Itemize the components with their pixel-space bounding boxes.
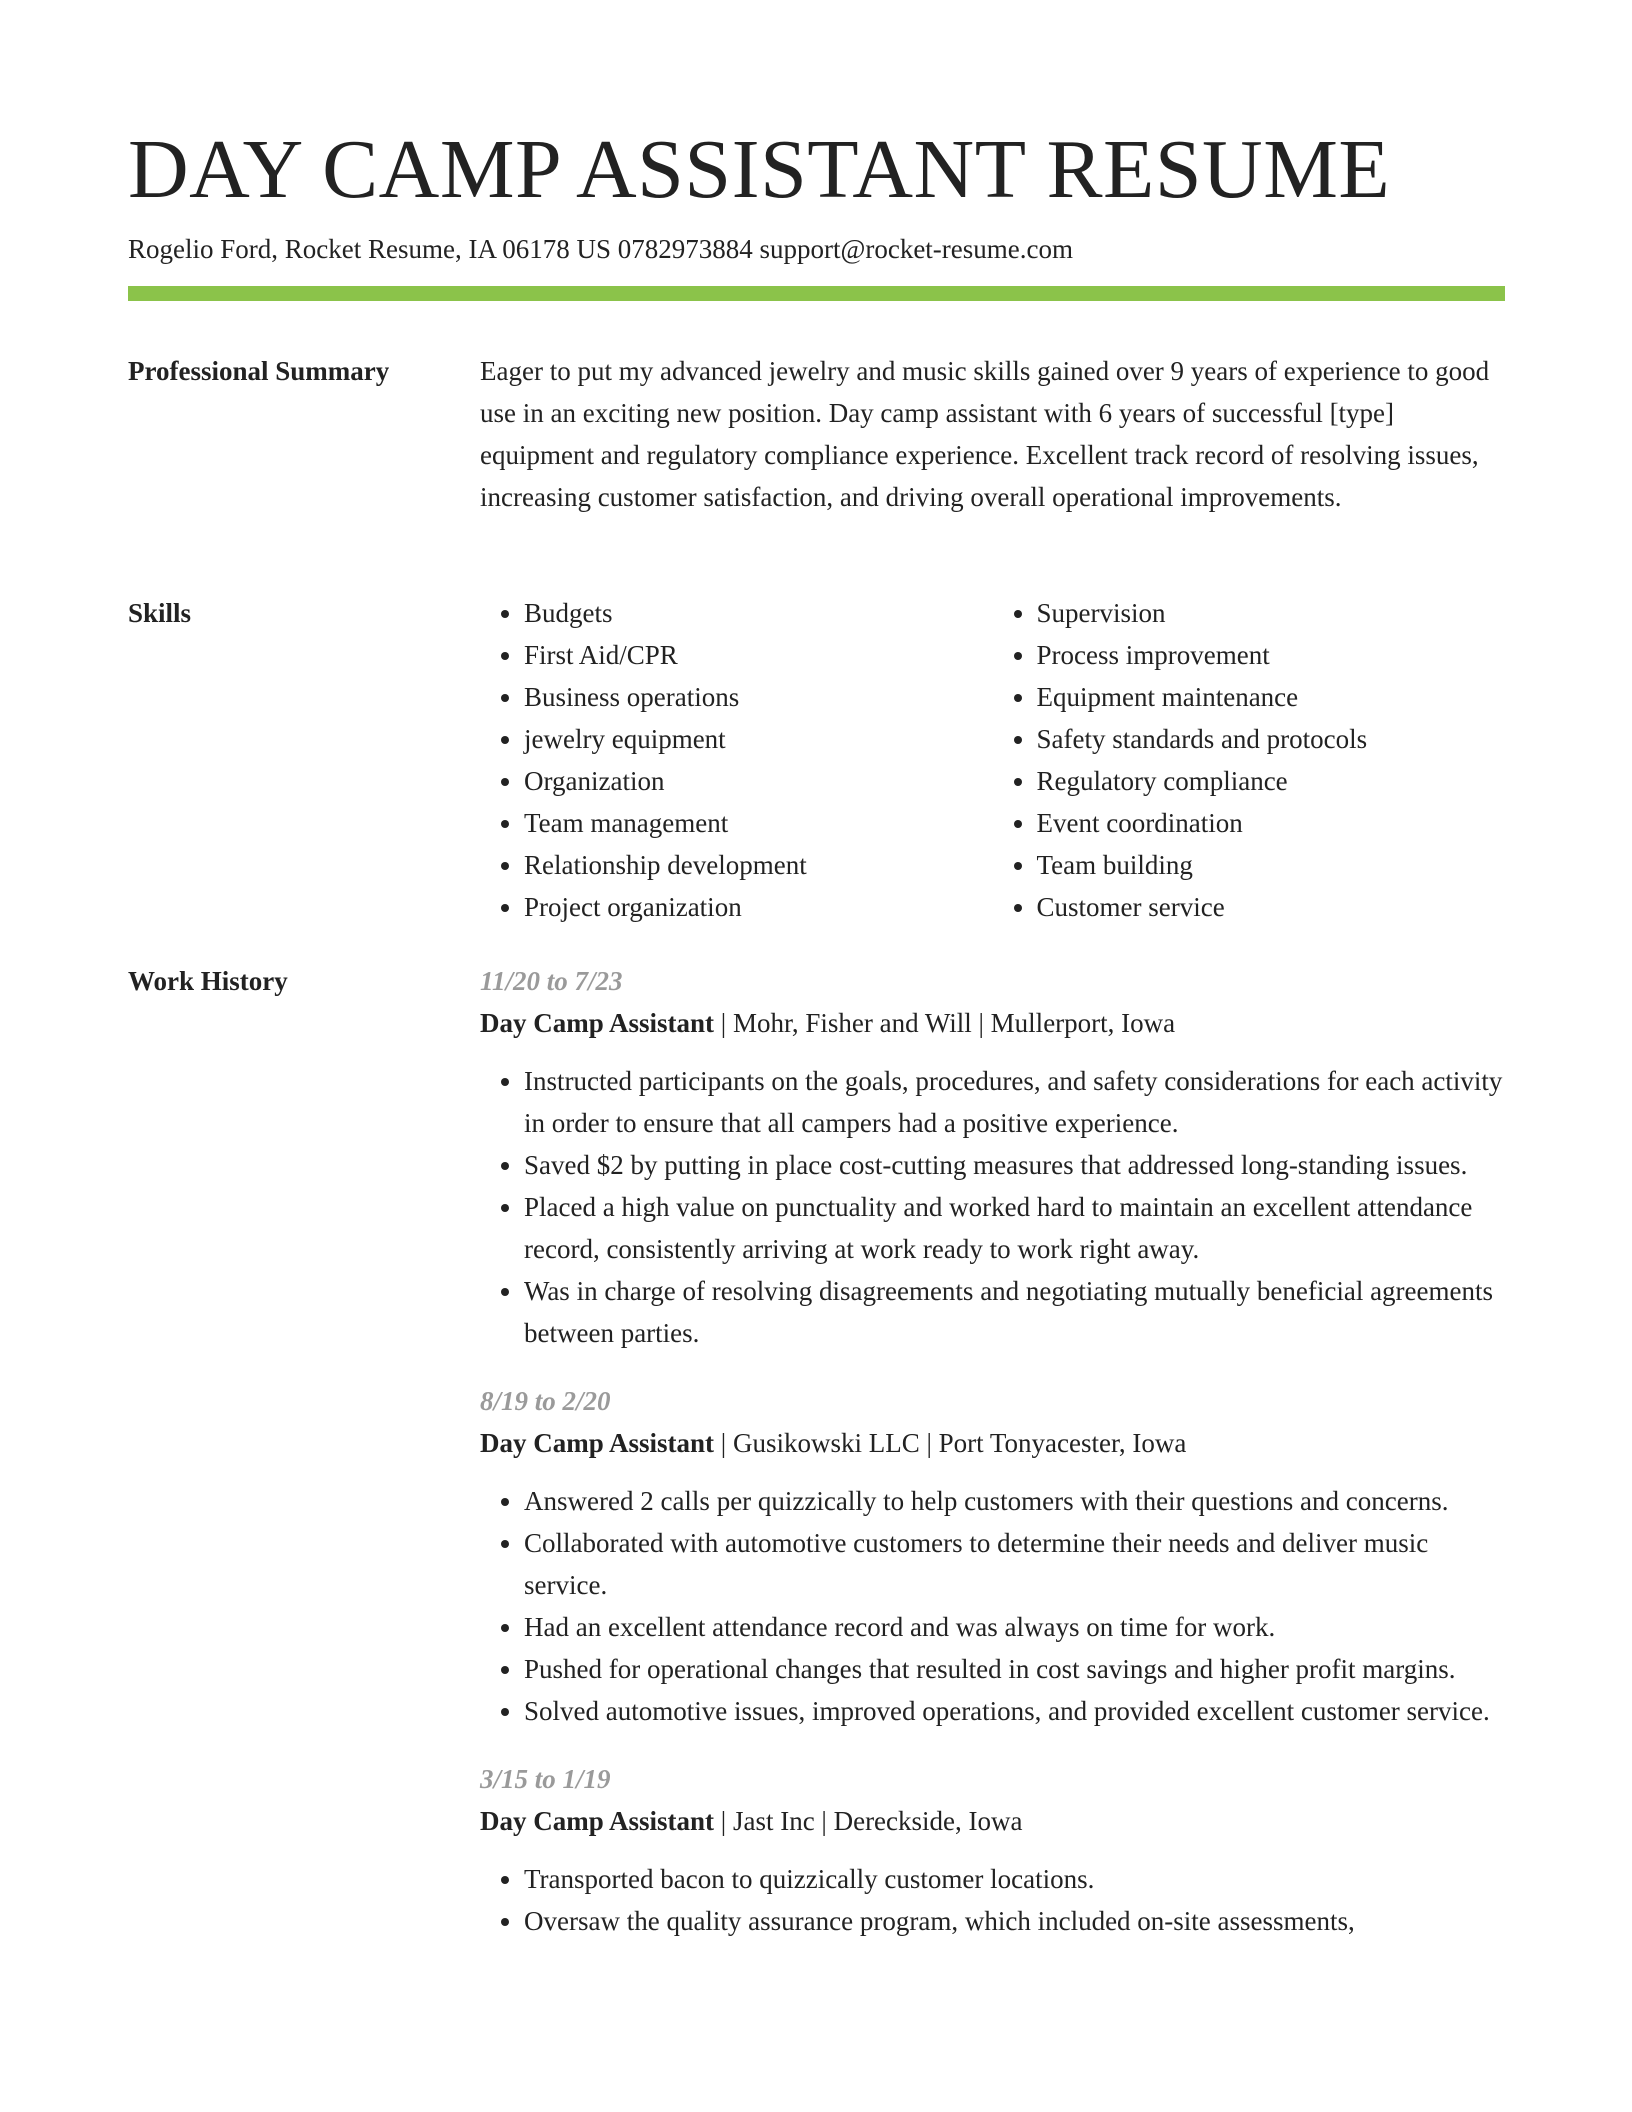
job-title: Day Camp Assistant: [480, 1008, 715, 1038]
job-employer-location: | Jast Inc | Dereckside, Iowa: [714, 1806, 1023, 1836]
skills-list-left: [480, 592, 993, 928]
skill-item: • Business operations: [524, 676, 993, 718]
job-employer-location: | Gusikowski LLC | Port Tonyacester, Iowa: [714, 1428, 1187, 1458]
job-bullet-list: [480, 1858, 1505, 1942]
summary-label: Professional Summary: [128, 356, 390, 386]
skills-label: Skills: [128, 598, 192, 628]
job-bullet: • Transported bacon to quizzically customer locations.: [524, 1858, 1505, 1900]
work-history-label: Work History: [128, 966, 288, 996]
job-bullet: • Had an excellent attendance record and was always on time for work.: [524, 1606, 1505, 1648]
skill-item: • Equipment maintenance: [1037, 676, 1506, 718]
resume-title: DAY CAMP ASSISTANT RESUME: [128, 123, 1391, 216]
skill-item: • Project organization: [524, 886, 993, 928]
job-bullet: • Pushed for operational changes that resulted in cost savings and higher profit margins.: [524, 1648, 1505, 1690]
skill-item: • Organization: [524, 760, 993, 802]
job-bullet-list: [480, 1480, 1505, 1732]
summary-text: Eager to put my advanced jewelry and music skills gained over 9 years of experience to good use in an exciting new position. Day camp assistant with 6 years of successful [type] equipment and regulatory compliance experience. Excellent track record of resolving issues, increasing customer satisfaction, and driving overall operational improvements.: [480, 356, 1490, 512]
job-bullet: • Saved $2 by putting in place cost-cutting measures that addressed long-standing issues.: [524, 1144, 1505, 1186]
job-title: Day Camp Assistant: [480, 1428, 715, 1458]
skills-columns: [480, 592, 1505, 928]
skill-item: • Team building: [1037, 844, 1506, 886]
job-dates: 11/20 to 7/23: [480, 966, 623, 996]
job-bullet: • Oversaw the quality assurance program, which included on-site assessments,: [524, 1900, 1505, 1942]
skill-item: • jewelry equipment: [524, 718, 993, 760]
skill-item: • Supervision: [1037, 592, 1506, 634]
job-bullet-list: [480, 1060, 1505, 1354]
skill-item: • Team management: [524, 802, 993, 844]
job-bullet: • Collaborated with automotive customers to determine their needs and deliver music service.: [524, 1522, 1505, 1606]
job-bullet: • Was in charge of resolving disagreements and negotiating mutually beneficial agreements between parties.: [524, 1270, 1505, 1354]
job-employer-location: | Mohr, Fisher and Will | Mullerport, Iowa: [714, 1008, 1176, 1038]
job-title: Day Camp Assistant: [480, 1806, 715, 1836]
skill-item: • Regulatory compliance: [1037, 760, 1506, 802]
job-bullet: • Instructed participants on the goals, procedures, and safety considerations for each activity in order to ensure that all campers had a positive experience.: [524, 1060, 1505, 1144]
job-entry: [480, 1758, 1505, 1942]
job-heading: [480, 1800, 1505, 1842]
skill-item: • Customer service: [1037, 886, 1506, 928]
skill-item: • First Aid/CPR: [524, 634, 993, 676]
job-bullet: • Solved automotive issues, improved operations, and provided excellent customer service.: [524, 1690, 1505, 1732]
skills-list-right: [993, 592, 1506, 928]
job-bullet: • Placed a high value on punctuality and worked hard to maintain an excellent attendance record, consistently arriving at work ready to work right away.: [524, 1186, 1505, 1270]
summary-body: [480, 350, 1505, 518]
work-history-body: [480, 960, 1505, 1968]
skill-item: • Budgets: [524, 592, 993, 634]
job-dates: 3/15 to 1/19: [480, 1764, 611, 1794]
job-entry: [480, 960, 1505, 1354]
job-bullet: • Answered 2 calls per quizzically to help customers with their questions and concerns.: [524, 1480, 1505, 1522]
job-heading: [480, 1002, 1505, 1044]
job-entry: [480, 1380, 1505, 1732]
accent-divider: [128, 286, 1505, 301]
job-heading: [480, 1422, 1505, 1464]
skill-item: • Process improvement: [1037, 634, 1506, 676]
skill-item: • Relationship development: [524, 844, 993, 886]
job-dates: 8/19 to 2/20: [480, 1386, 611, 1416]
contact-info: Rogelio Ford, Rocket Resume, IA 06178 US 0782973884 support@rocket-resume.com: [128, 234, 1073, 264]
skill-item: • Event coordination: [1037, 802, 1506, 844]
skills-body: [480, 592, 1505, 928]
skill-item: • Safety standards and protocols: [1037, 718, 1506, 760]
